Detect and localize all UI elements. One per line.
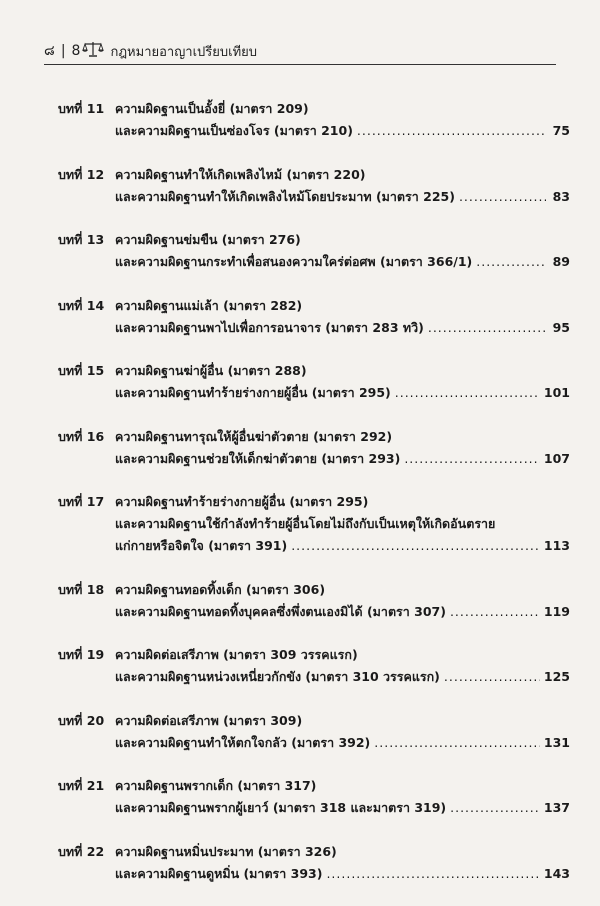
- chapter-label: บทที่ 20: [58, 712, 105, 728]
- chapter-label: บทที่ 19: [58, 647, 105, 662]
- dot-leader: [450, 601, 540, 623]
- chapter-subtitle: และความผิดฐานหน่วงเหนี่ยวกักขัง (มาตรา 310 วรรคแรก): [115, 669, 440, 684]
- chapter-label: บทที่ 13: [58, 232, 105, 247]
- chapter-label: บทที่ 14: [58, 297, 105, 313]
- page-number: 137: [543, 800, 570, 815]
- page-number-arabic: 8: [71, 43, 81, 59]
- page-number: 143: [543, 865, 570, 881]
- page-header: [44, 40, 556, 62]
- toc-entry: [58, 579, 570, 623]
- toc-entry: [58, 841, 570, 885]
- dot-leader: [444, 666, 540, 688]
- toc-entry: [58, 360, 570, 404]
- chapter-label: บทที่ 18: [58, 581, 105, 597]
- chapter-subtitle: และความผิดฐานทำให้ตกใจกลัว (มาตรา 392): [115, 734, 371, 750]
- chapter-label: บทที่ 16: [58, 428, 105, 444]
- chapter-title: ความผิดฐานข่มขืน (มาตรา 276): [115, 232, 301, 247]
- toc-entry: [58, 644, 570, 688]
- page-number: 107: [543, 450, 570, 466]
- page-number-thai: ๘: [44, 43, 55, 59]
- chapter-subtitle: และความผิดฐานช่วยให้เด็กฆ่าตัวตาย (มาตรา 293): [115, 450, 401, 466]
- chapter-title: ความผิดฐานทำร้ายร่างกายผู้อื่น (มาตรา 295): [115, 494, 369, 509]
- dot-leader: [459, 186, 546, 208]
- chapter-label: บทที่ 17: [58, 494, 105, 509]
- page-number: 75: [552, 123, 570, 138]
- toc-entry: [58, 164, 570, 208]
- dot-leader: [291, 535, 540, 557]
- page-number: 83: [552, 188, 570, 204]
- chapter-subtitle: และความผิดฐานทอดทิ้งบุคคลซึ่งพึ่งตนเองมิได้ (มาตรา 307): [115, 603, 446, 619]
- dot-leader: [428, 317, 546, 339]
- toc-entry: [58, 775, 570, 819]
- chapter-subtitle: และความผิดฐานทำให้เกิดเพลิงไหม้โดยประมาท (มาตรา 225): [115, 188, 455, 204]
- page-number: 119: [543, 603, 570, 619]
- scales-of-justice-icon: [82, 40, 104, 62]
- toc-entry: [58, 491, 570, 557]
- chapter-subtitle: และความผิดฐานกระทำเพื่อสนองความใคร่ต่อศพ (มาตรา 366/1): [115, 254, 473, 269]
- chapter-title: ความผิดต่อเสรีภาพ (มาตรา 309 วรรคแรก): [115, 647, 358, 662]
- page-number: 113: [543, 538, 570, 553]
- page-number: 125: [543, 669, 570, 684]
- toc-entry: [58, 295, 570, 339]
- chapter-subtitle: และความผิดฐานพรากผู้เยาว์ (มาตรา 318 และมาตรา 319): [115, 800, 447, 815]
- chapter-label: บทที่ 22: [58, 843, 105, 859]
- page-number: 101: [543, 385, 570, 400]
- chapter-label: บทที่ 12: [58, 166, 105, 182]
- dot-leader: [450, 797, 540, 819]
- dot-leader: [374, 732, 540, 754]
- chapter-label: บทที่ 15: [58, 363, 105, 378]
- chapter-label: บทที่ 21: [58, 778, 105, 793]
- page-number: 89: [552, 254, 570, 269]
- page-number: 95: [552, 319, 570, 335]
- chapter-title: ความผิดฐานหมิ่นประมาท (มาตรา 326): [115, 843, 337, 859]
- page-number: 131: [543, 734, 570, 750]
- chapter-subtitle: และความผิดฐานดูหมิ่น (มาตรา 393): [115, 865, 323, 881]
- dot-leader: [326, 863, 539, 885]
- chapter-subtitle: และความผิดฐานทำร้ายร่างกายผู้อื่น (มาตรา 295): [115, 385, 391, 400]
- header-divider: [44, 64, 556, 65]
- dot-leader: [404, 448, 540, 470]
- chapter-title: ความผิดต่อเสรีภาพ (มาตรา 309): [115, 712, 303, 728]
- chapter-title: ความผิดฐานแม่เล้า (มาตรา 282): [115, 297, 303, 313]
- chapter-subtitle: และความผิดฐานพาไปเพื่อการอนาจาร (มาตรา 283 ทวิ): [115, 319, 424, 335]
- chapter-title: ความผิดฐานทอดทิ้งเด็ก (มาตรา 306): [115, 581, 326, 597]
- dot-leader: [395, 382, 540, 404]
- chapter-title: ความผิดฐานเป็นอั้งยี่ (มาตรา 209): [115, 101, 309, 116]
- book-title: กฎหมายอาญาเปรียบเทียบ: [110, 44, 258, 60]
- toc-entry: [58, 710, 570, 754]
- table-of-contents: [58, 98, 570, 906]
- dot-leader: [476, 251, 546, 273]
- chapter-subtitle: และความผิดฐานเป็นซ่องโจร (มาตรา 210): [115, 123, 353, 138]
- dot-leader: [357, 120, 546, 142]
- toc-entry: [58, 229, 570, 273]
- chapter-title: ความผิดฐานทารุณให้ผู้อื่นฆ่าตัวตาย (มาตรา 292): [115, 428, 393, 444]
- chapter-title: ความผิดฐานพรากเด็ก (มาตรา 317): [115, 778, 317, 793]
- toc-entry: [58, 98, 570, 142]
- chapter-title: ความผิดฐานทำให้เกิดเพลิงไหม้ (มาตรา 220): [115, 166, 366, 182]
- chapter-subtitle: แก่กายหรือจิตใจ (มาตรา 391): [115, 538, 288, 553]
- toc-entry: [58, 426, 570, 470]
- chapter-subtitle: และความผิดฐานใช้กำลังทำร้ายผู้อื่นโดยไม่ถึงกับเป็นเหตุให้เกิดอันตราย: [115, 516, 496, 531]
- chapter-title: ความผิดฐานฆ่าผู้อื่น (มาตรา 288): [115, 363, 307, 378]
- chapter-label: บทที่ 11: [58, 101, 105, 116]
- header-separator: |: [60, 43, 66, 59]
